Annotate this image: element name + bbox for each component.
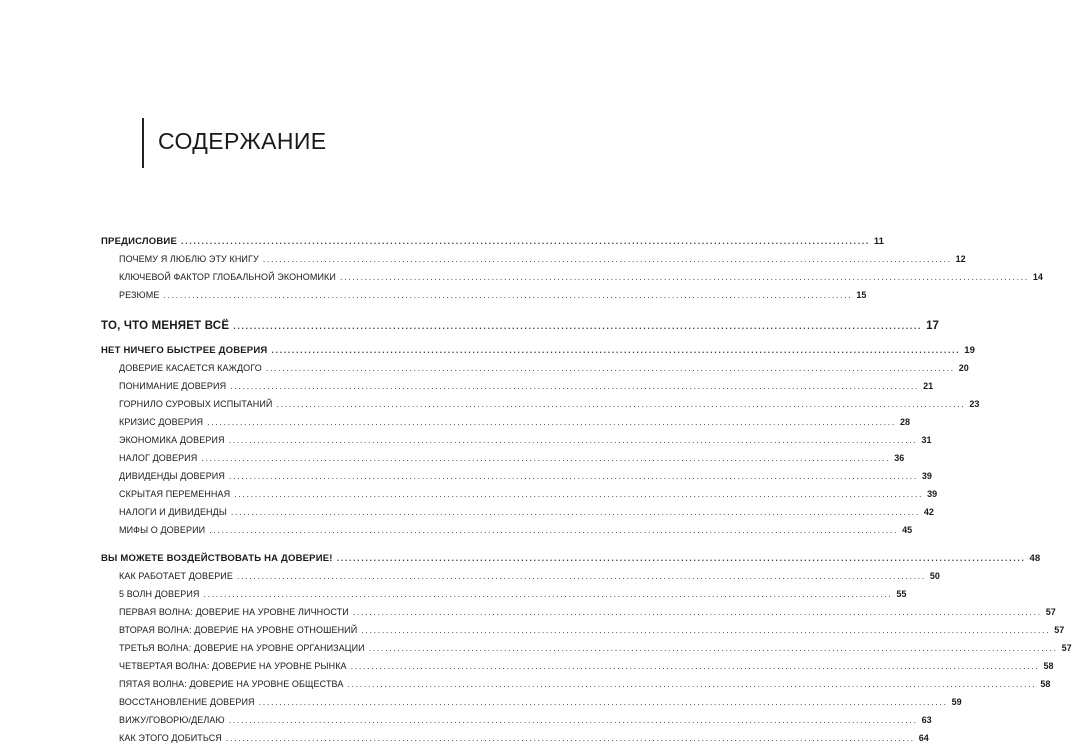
table-of-contents bbox=[101, 232, 1072, 747]
dot-leader: ........................................................................................................................................................................ bbox=[207, 417, 896, 427]
heading-rule bbox=[142, 118, 144, 168]
toc-subentry bbox=[101, 485, 938, 503]
dot-leader: ........................................................................................................................................................................ bbox=[271, 345, 961, 355]
toc-subentry-title: КРИЗИС ДОВЕРИЯ bbox=[119, 417, 204, 427]
dot-leader: ........................................................................................................................................................................ bbox=[234, 489, 924, 499]
dot-leader: ........................................................................................................................................................................ bbox=[230, 507, 920, 517]
toc-subentry bbox=[101, 693, 962, 711]
toc-subentry bbox=[101, 286, 867, 304]
dot-leader: ........................................................................................................................................................................ bbox=[347, 679, 1037, 689]
toc-subentry-page: 63 bbox=[921, 715, 932, 725]
page-title: СОДЕРЖАНИЕ bbox=[158, 128, 327, 154]
toc-entry-page: 11 bbox=[873, 236, 884, 247]
toc-subentry-page: 55 bbox=[896, 589, 907, 599]
dot-leader: ........................................................................................................................................................................ bbox=[336, 553, 1026, 563]
toc-subentry bbox=[101, 449, 905, 467]
toc-subentry bbox=[101, 603, 1056, 621]
toc-subentry bbox=[101, 467, 932, 485]
toc-entry-what-changes-everything bbox=[101, 315, 939, 337]
toc-subentry-page: 20 bbox=[958, 363, 969, 373]
toc-subentry-title: ПОНИМАНИЕ ДОВЕРИЯ bbox=[119, 381, 227, 391]
dot-leader: ........................................................................................................................................................................ bbox=[203, 589, 893, 599]
toc-subentry-title: ВИЖУ/ГОВОРЮ/ДЕЛАЮ bbox=[119, 715, 225, 725]
toc-subentry bbox=[101, 503, 934, 521]
toc-subentry-page: 15 bbox=[856, 290, 867, 300]
toc-subentry-title: РЕЗЮМЕ bbox=[119, 290, 160, 300]
dot-leader: ........................................................................................................................................................................ bbox=[181, 236, 870, 246]
toc-subentry bbox=[101, 431, 932, 449]
toc-entry-title: ПРЕДИСЛОВИЕ bbox=[101, 236, 178, 247]
toc-subentry-title: ПЯТАЯ ВОЛНА: ДОВЕРИЕ НА УРОВНЕ ОБЩЕСТВА bbox=[119, 679, 344, 689]
toc-subentry-title: ЧЕТВЕРТАЯ ВОЛНА: ДОВЕРИЕ НА УРОВНЕ РЫНКА bbox=[119, 661, 347, 671]
dot-leader: ........................................................................................................................................................................ bbox=[233, 321, 923, 331]
toc-subentry bbox=[101, 729, 929, 747]
toc-subentry-page: 57 bbox=[1061, 643, 1072, 653]
toc-subentry bbox=[101, 359, 969, 377]
toc-subentry-title: СКРЫТАЯ ПЕРЕМЕННАЯ bbox=[119, 489, 231, 499]
dot-leader: ........................................................................................................................................................................ bbox=[368, 643, 1058, 653]
dot-leader: ........................................................................................................................................................................ bbox=[209, 525, 899, 535]
toc-entry-preface bbox=[101, 232, 884, 250]
toc-entry-page: 48 bbox=[1029, 553, 1041, 564]
toc-subentry bbox=[101, 377, 934, 395]
toc-subentry-page: 39 bbox=[921, 471, 932, 481]
toc-subentry bbox=[101, 250, 966, 268]
toc-subentry-title: ГОРНИЛО СУРОВЫХ ИСПЫТАНИЙ bbox=[119, 399, 273, 409]
toc-subentry-page: 23 bbox=[969, 399, 980, 409]
dot-leader: ........................................................................................................................................................................ bbox=[350, 661, 1040, 671]
toc-entry-page: 19 bbox=[964, 345, 975, 356]
toc-subentry-page: 50 bbox=[929, 571, 940, 581]
toc-subentry-page: 39 bbox=[927, 489, 938, 499]
toc-subentry-page: 45 bbox=[902, 525, 913, 535]
toc-subentry-page: 14 bbox=[1032, 272, 1043, 282]
toc-subentry bbox=[101, 675, 1051, 693]
toc-subentry bbox=[101, 567, 940, 585]
dot-leader: ........................................................................................................................................................................ bbox=[352, 607, 1042, 617]
toc-subentry-title: КАК РАБОТАЕТ ДОВЕРИЕ bbox=[119, 571, 233, 581]
toc-subentry bbox=[101, 639, 1072, 657]
toc-entry-you-can-influence-trust bbox=[101, 549, 1041, 567]
toc-subentry-title: НАЛОГ ДОВЕРИЯ bbox=[119, 453, 198, 463]
toc-subentry-page: 59 bbox=[951, 697, 962, 707]
dot-leader: ........................................................................................................................................................................ bbox=[339, 272, 1029, 282]
toc-subentry-page: 12 bbox=[955, 254, 966, 264]
toc-subentry-page: 57 bbox=[1045, 607, 1056, 617]
toc-subentry-title: ПОЧЕМУ Я ЛЮБЛЮ ЭТУ КНИГУ bbox=[119, 254, 259, 264]
toc-subentry-title: ПЕРВАЯ ВОЛНА: ДОВЕРИЕ НА УРОВНЕ ЛИЧНОСТИ bbox=[119, 607, 349, 617]
dot-leader: ........................................................................................................................................................................ bbox=[228, 471, 918, 481]
dot-leader: ........................................................................................................................................................................ bbox=[236, 571, 926, 581]
toc-subentry-title: ДОВЕРИЕ КАСАЕТСЯ КАЖДОГО bbox=[119, 363, 262, 373]
toc-subentry bbox=[101, 395, 980, 413]
toc-subentry bbox=[101, 521, 913, 539]
toc-subentry-title: ТРЕТЬЯ ВОЛНА: ДОВЕРИЕ НА УРОВНЕ ОРГАНИЗАЦИИ bbox=[119, 643, 365, 653]
toc-subentry-page: 57 bbox=[1054, 625, 1065, 635]
toc-entry-page: 17 bbox=[926, 320, 939, 332]
dot-leader: ........................................................................................................................................................................ bbox=[361, 625, 1051, 635]
toc-subentry-page: 64 bbox=[918, 733, 929, 743]
toc-subentry-title: КЛЮЧЕВОЙ ФАКТОР ГЛОБАЛЬНОЙ ЭКОНОМИКИ bbox=[119, 272, 336, 282]
dot-leader: ........................................................................................................................................................................ bbox=[258, 697, 948, 707]
dot-leader: ........................................................................................................................................................................ bbox=[228, 435, 918, 445]
toc-subentry-title: ЭКОНОМИКА ДОВЕРИЯ bbox=[119, 435, 225, 445]
dot-leader: ........................................................................................................................................................................ bbox=[163, 290, 853, 300]
dot-leader: ........................................................................................................................................................................ bbox=[276, 399, 966, 409]
toc-subentry-title: НАЛОГИ И ДИВИДЕНДЫ bbox=[119, 507, 227, 517]
toc-entry-title: ТО, ЧТО МЕНЯЕТ ВСЁ bbox=[101, 320, 230, 332]
toc-subentry bbox=[101, 711, 932, 729]
toc-subentry-title: ВОССТАНОВЛЕНИЕ ДОВЕРИЯ bbox=[119, 697, 255, 707]
toc-subentry-page: 28 bbox=[899, 417, 910, 427]
toc-subentry-title: 5 ВОЛН ДОВЕРИЯ bbox=[119, 589, 200, 599]
toc-subentry-page: 42 bbox=[923, 507, 934, 517]
dot-leader: ........................................................................................................................................................................ bbox=[265, 363, 955, 373]
toc-subentry bbox=[101, 621, 1065, 639]
toc-subentry bbox=[101, 413, 910, 431]
toc-subentry bbox=[101, 268, 1043, 286]
toc-entry-speed-of-trust bbox=[101, 341, 975, 359]
toc-subentry-page: 36 bbox=[894, 453, 905, 463]
toc-subentry-title: КАК ЭТОГО ДОБИТЬСЯ bbox=[119, 733, 222, 743]
toc-entry-title: ВЫ МОЖЕТЕ ВОЗДЕЙСТВОВАТЬ НА ДОВЕРИЕ! bbox=[101, 553, 333, 564]
dot-leader: ........................................................................................................................................................................ bbox=[225, 733, 915, 743]
toc-subentry bbox=[101, 657, 1054, 675]
dot-leader: ........................................................................................................................................................................ bbox=[262, 254, 952, 264]
toc-subentry-page: 58 bbox=[1040, 679, 1051, 689]
dot-leader: ........................................................................................................................................................................ bbox=[230, 381, 920, 391]
toc-subentry-title: ДИВИДЕНДЫ ДОВЕРИЯ bbox=[119, 471, 225, 481]
toc-subentry bbox=[101, 585, 907, 603]
toc-subentry-page: 21 bbox=[923, 381, 934, 391]
toc-subentry-page: 31 bbox=[921, 435, 932, 445]
toc-subentry-page: 58 bbox=[1043, 661, 1054, 671]
dot-leader: ........................................................................................................................................................................ bbox=[228, 715, 918, 725]
dot-leader: ........................................................................................................................................................................ bbox=[201, 453, 891, 463]
toc-subentry-title: ВТОРАЯ ВОЛНА: ДОВЕРИЕ НА УРОВНЕ ОТНОШЕНИЙ bbox=[119, 625, 358, 635]
toc-entry-title: НЕТ НИЧЕГО БЫСТРЕЕ ДОВЕРИЯ bbox=[101, 345, 268, 356]
toc-subentry-title: МИФЫ О ДОВЕРИИ bbox=[119, 525, 206, 535]
